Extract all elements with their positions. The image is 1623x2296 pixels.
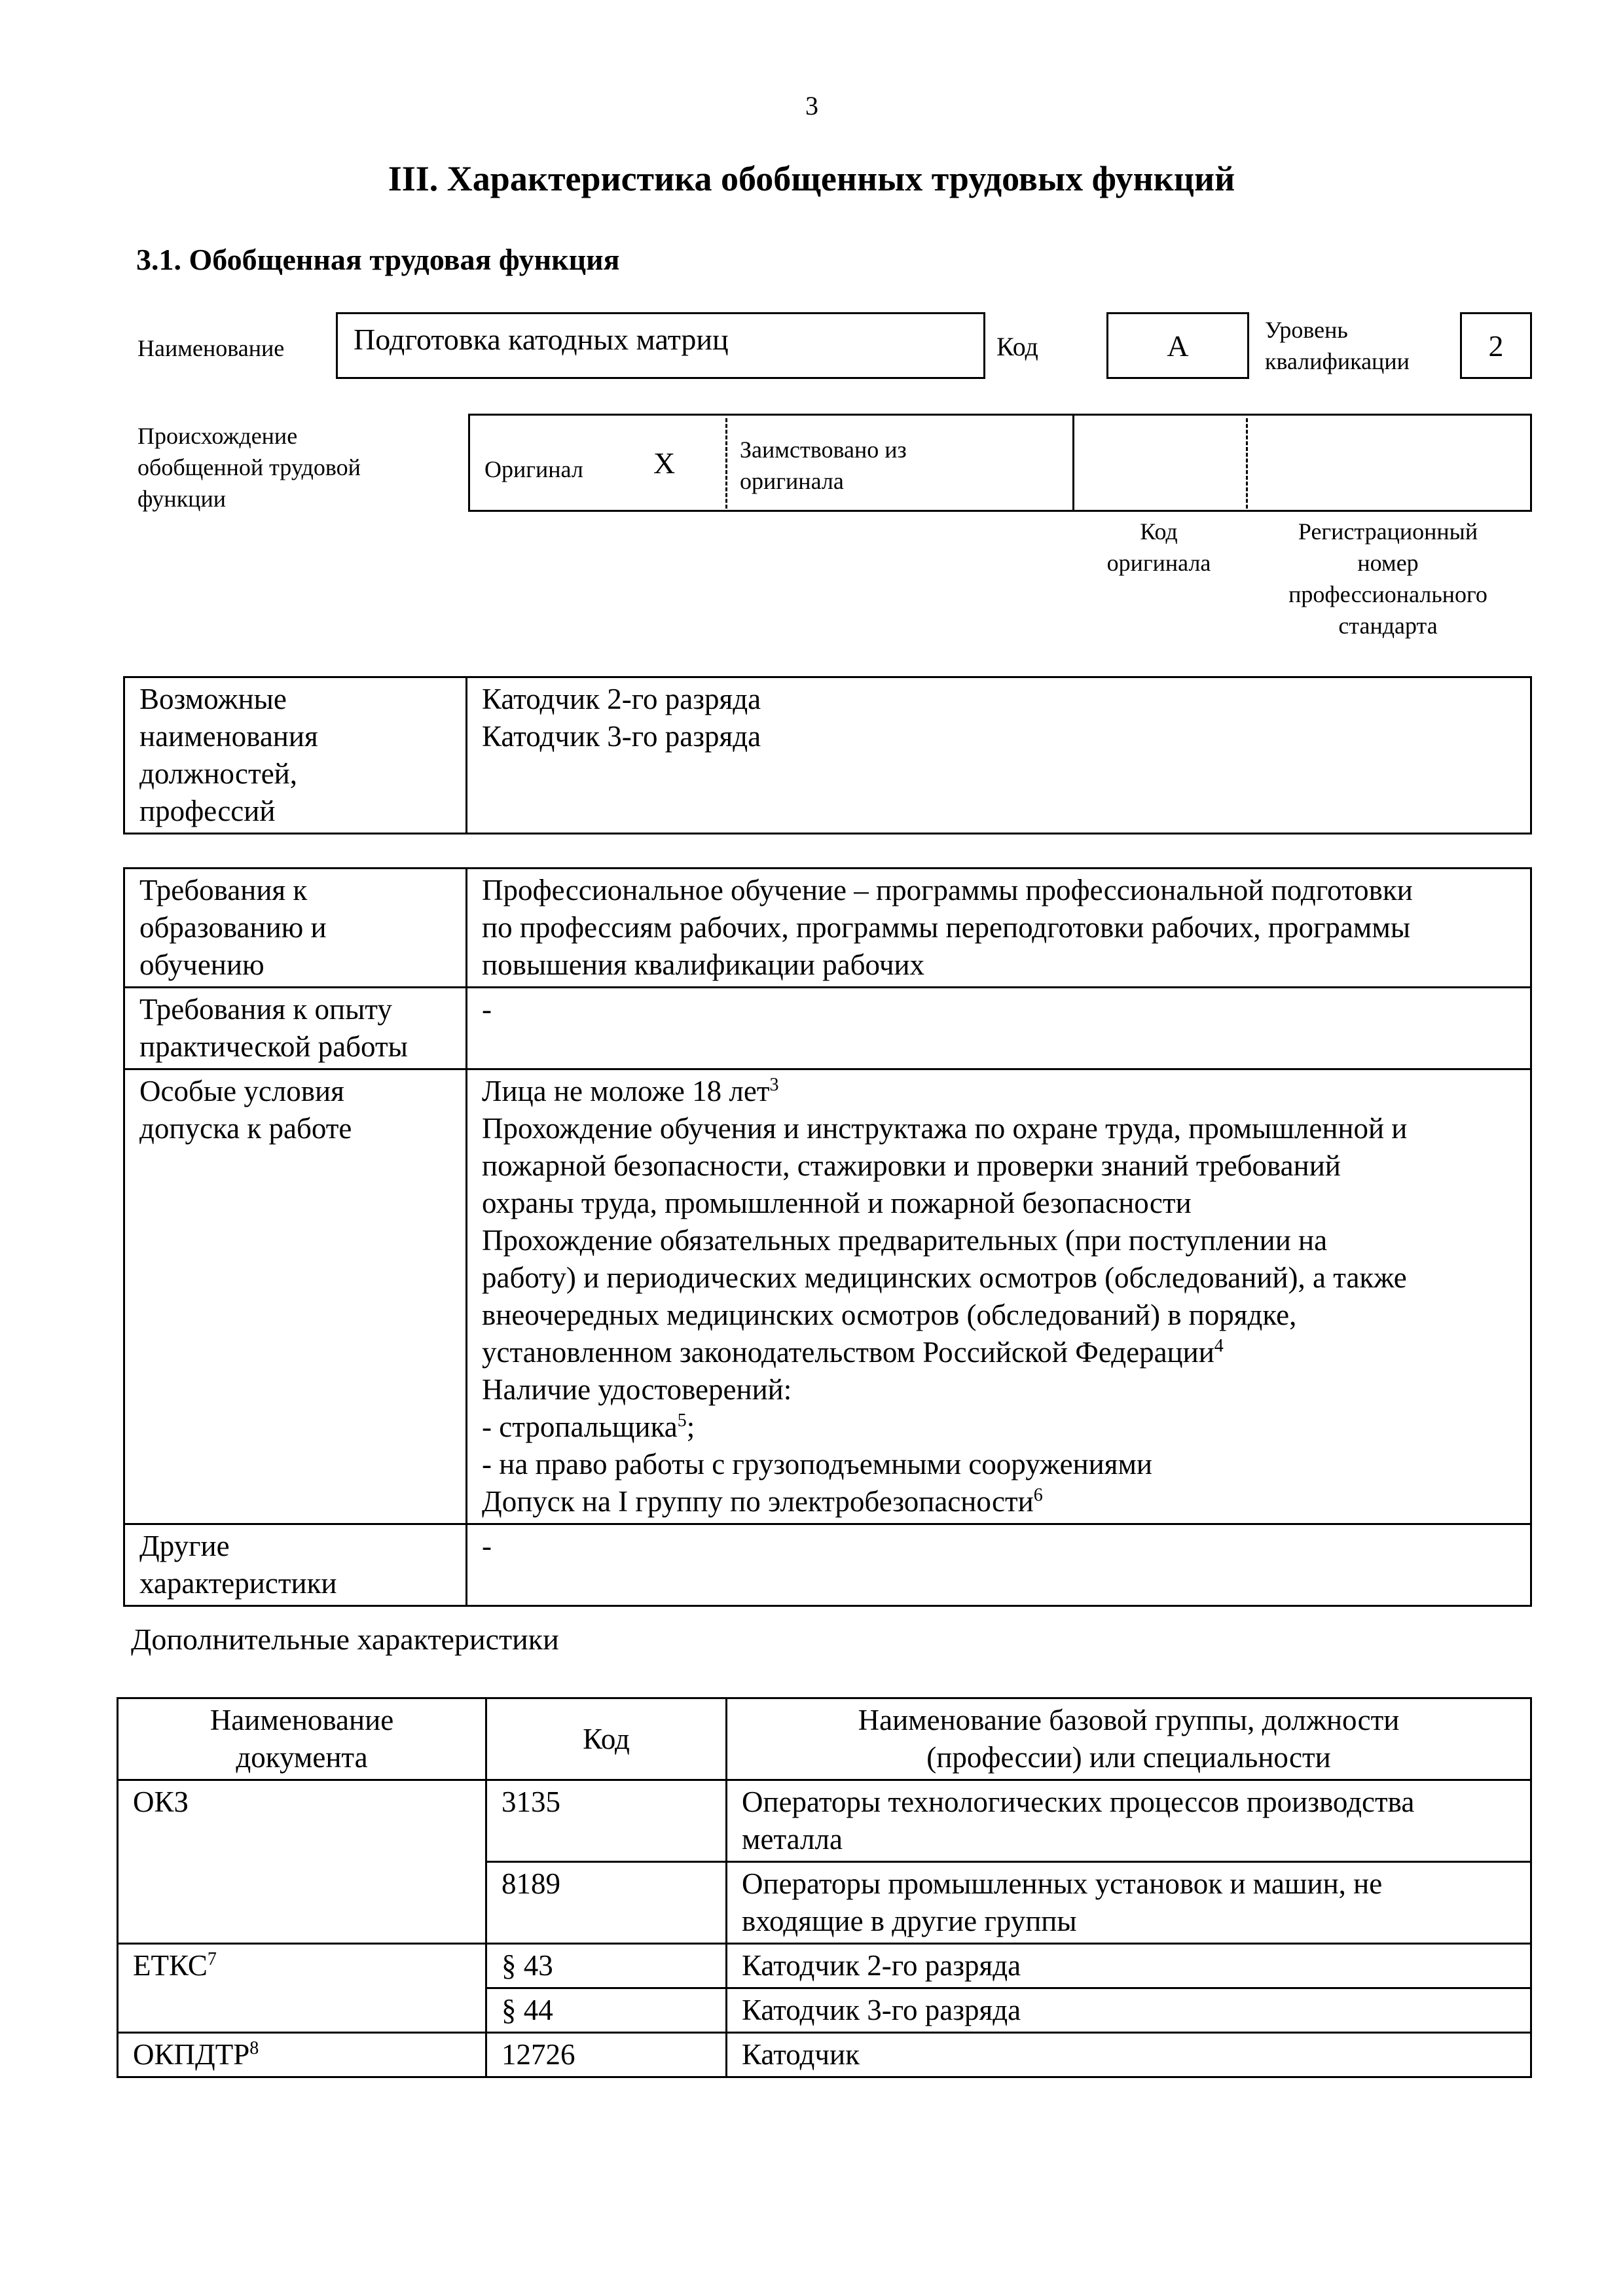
origin-label-line-2: обобщенной трудовой [137, 454, 361, 480]
origin-divider [725, 418, 727, 509]
okpdtr-label-text: ОКПДТР [133, 2038, 250, 2071]
positions-values [467, 677, 1531, 834]
section-title: III. Характеристика обобщенных трудовых функций [388, 159, 1235, 198]
footnote-ref: 5 [677, 1410, 687, 1431]
special-line: - на право работы с грузоподъемными сооружениями [482, 1448, 1153, 1480]
other-label-line: Другие [139, 1530, 230, 1562]
special-line [482, 1408, 1516, 1446]
etks-name: Катодчик 3-го разряда [727, 1988, 1531, 2033]
special-label-line: Особые условия [139, 1075, 344, 1107]
code-caption-line-2: оригинала [1106, 550, 1211, 576]
table-row [124, 988, 1531, 1069]
borrowed-label-line-1: Заимствовано из [740, 437, 907, 463]
special-label [124, 1069, 467, 1524]
origin-label-line-3: функции [137, 486, 226, 512]
code-label: Код [996, 332, 1038, 361]
table-row [124, 1524, 1531, 1606]
additional-title: Дополнительные характеристики [131, 1623, 559, 1656]
original-mark: X [653, 446, 676, 480]
okz-name [727, 1780, 1531, 1862]
code-caption [1074, 516, 1244, 579]
positions-label-line: Возможные [139, 683, 287, 715]
special-line: работу) и периодических медицинских осмотров (обследований), а также [482, 1261, 1407, 1294]
borrowed-label [740, 434, 907, 497]
level-field [1460, 312, 1532, 379]
etks-label [118, 1944, 486, 2033]
reg-caption-line-4: стандарта [1338, 613, 1438, 639]
table-row [118, 1698, 1531, 1780]
footnote-ref: 7 [207, 1949, 217, 1969]
special-line-text: Допуск на I группу по электробезопасности [482, 1485, 1034, 1518]
special-line [482, 1483, 1516, 1520]
borrowed-label-line-2: оригинала [740, 468, 844, 494]
origin-reg-divider [1246, 418, 1248, 509]
etks-label-text: ЕТКС [133, 1949, 208, 1982]
code-caption-line-1: Код [1140, 518, 1178, 545]
position-item: Катодчик 3-го разряда [482, 720, 761, 753]
positions-label-line: профессий [139, 795, 276, 827]
okpdtr-name: Катодчик [727, 2033, 1531, 2077]
special-label-line: допуска к работе [139, 1112, 352, 1145]
name-label: Наименование [137, 335, 285, 361]
level-label-line-1: Уровень [1265, 317, 1348, 343]
table-row [124, 677, 1531, 834]
table-row [118, 2033, 1531, 2077]
col-doc-header-line: Наименование [210, 1704, 394, 1736]
level-value: 2 [1488, 329, 1504, 363]
requirements-table [123, 867, 1532, 1607]
special-line: Наличие удостоверений: [482, 1373, 792, 1406]
special-value [467, 1069, 1531, 1524]
additional-table [117, 1697, 1532, 2078]
level-label-line-2: квалификации [1265, 348, 1410, 374]
experience-label-line: Требования к опыту [139, 993, 392, 1026]
education-value-line: Профессиональное обучение – программы профессиональной подготовки [482, 874, 1413, 906]
other-label [124, 1524, 467, 1606]
other-label-line: характеристики [139, 1567, 337, 1600]
reg-caption-line-2: номер [1357, 550, 1419, 576]
code-value: А [1167, 329, 1189, 363]
okpdtr-code: 12726 [486, 2033, 727, 2077]
education-label-line: обучению [139, 948, 264, 981]
table-row [118, 1780, 1531, 1862]
table-row [124, 869, 1531, 988]
education-label [124, 869, 467, 988]
okz-name-line: Операторы промышленных установок и машин, не [742, 1867, 1383, 1900]
okz-code: 8189 [486, 1862, 727, 1944]
okpdtr-label [118, 2033, 486, 2077]
table-row [124, 1069, 1531, 1524]
education-label-line: образованию и [139, 911, 327, 944]
footnote-ref: 8 [249, 2038, 259, 2058]
origin-label [137, 420, 361, 514]
col-name-header-line: Наименование базовой группы, должности [858, 1704, 1400, 1736]
position-item: Катодчик 2-го разряда [482, 683, 761, 715]
etks-name: Катодчик 2-го разряда [727, 1944, 1531, 1988]
table-row [118, 1944, 1531, 1988]
education-value-line: повышения квалификации рабочих [482, 948, 925, 981]
col-name-header [727, 1698, 1531, 1780]
positions-label-line: должностей, [139, 757, 297, 790]
name-value: Подготовка катодных матриц [354, 323, 729, 356]
etks-code: § 43 [486, 1944, 727, 1988]
etks-code: § 44 [486, 1988, 727, 2033]
reg-caption-line-3: профессионального [1288, 581, 1487, 607]
special-line [482, 1334, 1516, 1371]
okz-label: ОКЗ [118, 1780, 486, 1944]
special-line-text: - стропальщика [482, 1410, 678, 1443]
reg-caption [1244, 516, 1532, 641]
education-value-line: по профессиям рабочих, программы переподготовки рабочих, программы [482, 911, 1411, 944]
special-line [482, 1073, 1516, 1110]
subsection-title: 3.1. Обобщенная трудовая функция [136, 243, 620, 276]
special-line: внеочередных медицинских осмотров (обследований) в порядке, [482, 1299, 1297, 1331]
col-name-header-line: (профессии) или специальности [926, 1741, 1331, 1774]
positions-label-line: наименования [139, 720, 318, 753]
okz-name [727, 1862, 1531, 1944]
okz-name-line: входящие в другие группы [742, 1905, 1077, 1937]
special-line-tail: ; [686, 1410, 695, 1443]
experience-label [124, 988, 467, 1069]
name-field [336, 312, 985, 379]
special-line: охраны труда, промышленной и пожарной безопасности [482, 1187, 1192, 1219]
special-line-text: Лица не моложе 18 лет [482, 1075, 770, 1107]
special-line-text: установленном законодательством Российской Федерации [482, 1336, 1214, 1369]
other-value: - [467, 1524, 1531, 1606]
reg-caption-line-1: Регистрационный [1298, 518, 1478, 545]
origin-box [468, 414, 1532, 512]
level-label [1265, 314, 1410, 377]
code-field [1106, 312, 1249, 379]
education-value [467, 869, 1531, 988]
special-line: Прохождение обязательных предварительных (при поступлении на [482, 1224, 1328, 1257]
okz-name-line: Операторы технологических процессов производства [742, 1785, 1415, 1818]
special-line: пожарной безопасности, стажировки и проверки знаний требований [482, 1149, 1341, 1182]
okz-name-line: металла [742, 1823, 843, 1856]
col-doc-header-line: документа [236, 1741, 368, 1774]
experience-label-line: практической работы [139, 1030, 408, 1063]
positions-label [124, 677, 467, 834]
footnote-ref: 6 [1033, 1485, 1043, 1505]
col-code-header: Код [486, 1698, 727, 1780]
footnote-ref: 3 [769, 1075, 779, 1095]
origin-label-line-1: Происхождение [137, 423, 298, 449]
footnote-ref: 4 [1214, 1336, 1224, 1356]
okz-code: 3135 [486, 1780, 727, 1862]
education-label-line: Требования к [139, 874, 308, 906]
special-line: Прохождение обучения и инструктажа по охране труда, промышленной и [482, 1112, 1408, 1145]
experience-value: - [467, 988, 1531, 1069]
origin-code-divider [1072, 416, 1074, 510]
positions-table [123, 676, 1532, 834]
page-number: 3 [805, 91, 818, 120]
col-doc-header [118, 1698, 486, 1780]
original-label: Оригинал [484, 456, 583, 482]
